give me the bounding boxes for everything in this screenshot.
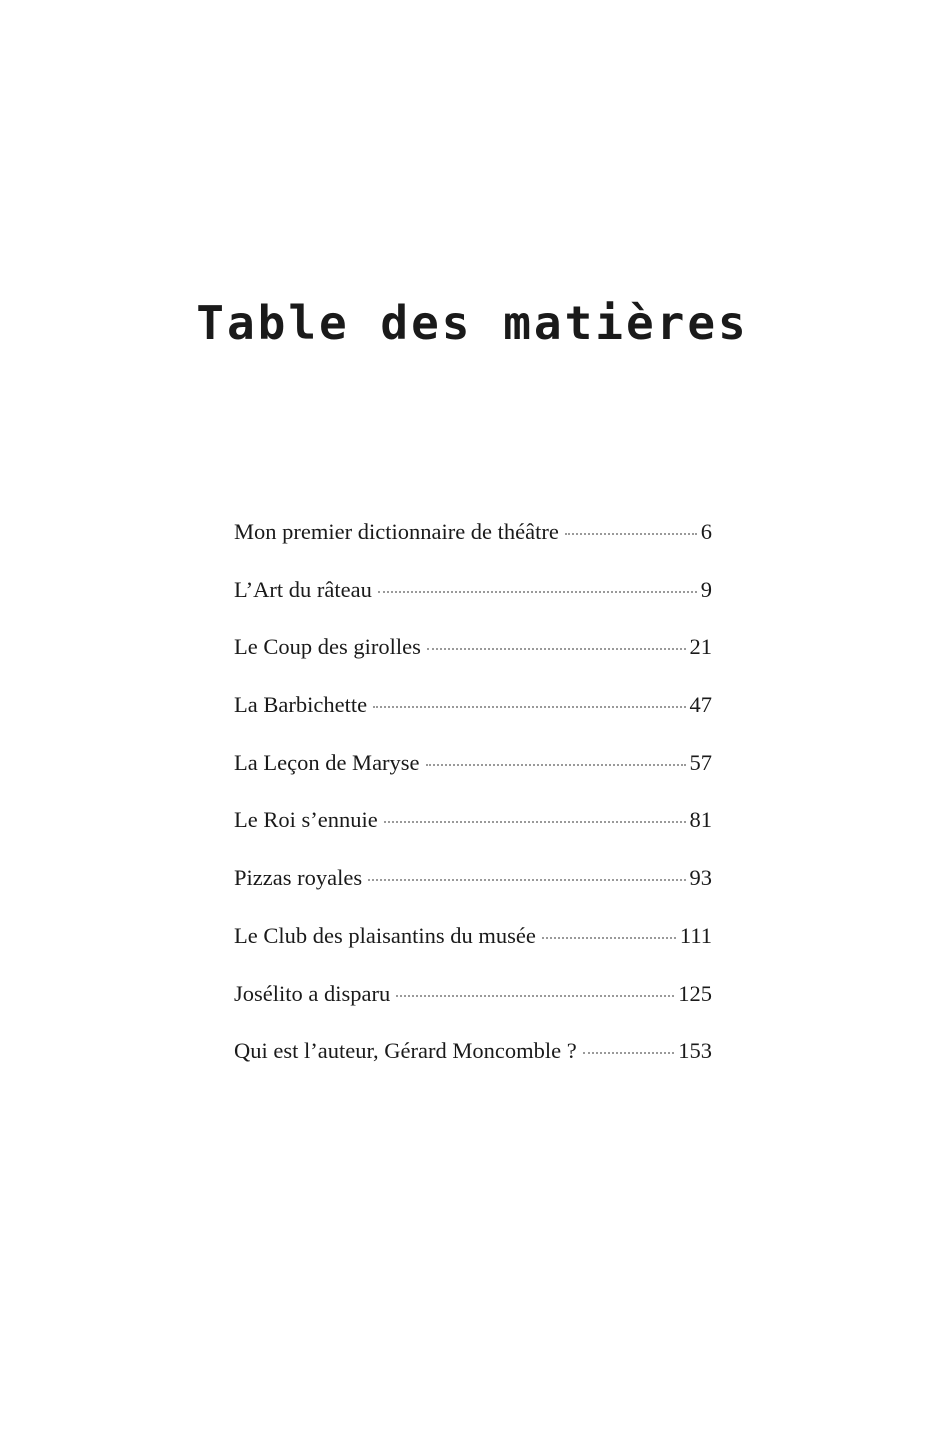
toc-entry-title: Le Coup des girolles	[234, 634, 421, 660]
dot-leader	[542, 936, 676, 939]
toc-entry-title: Le Club des plaisantins du musée	[234, 922, 536, 948]
toc-entry	[234, 685, 712, 743]
dot-leader	[384, 820, 686, 823]
dot-leader	[583, 1051, 675, 1054]
toc-entry-page: 21	[689, 634, 712, 660]
toc-entry-title: Le Roi s’ennuie	[234, 807, 378, 833]
toc-entry-title: Josélito a disparu	[234, 980, 391, 1006]
toc-entry	[234, 743, 712, 801]
toc-entry-title: Pizzas royales	[234, 865, 363, 891]
toc-entry-page: 111	[679, 922, 712, 948]
toc-entry	[234, 512, 712, 570]
table-of-contents	[234, 512, 712, 1089]
toc-entry-page: 6	[700, 519, 712, 544]
toc-entry	[234, 800, 712, 858]
dot-leader	[368, 878, 685, 881]
toc-entry	[234, 570, 712, 628]
toc-entry-page: 57	[689, 749, 712, 775]
dot-leader	[427, 647, 686, 650]
toc-entry	[234, 916, 712, 974]
toc-entry-title: Qui est l’auteur, Gérard Moncomble ?	[234, 1038, 577, 1064]
page-title: Table des matières	[196, 296, 749, 350]
dot-leader	[426, 763, 686, 766]
toc-entry	[234, 1031, 712, 1089]
toc-entry	[234, 858, 712, 916]
dot-leader	[373, 705, 685, 708]
toc-entry-title: La Leçon de Maryse	[234, 749, 420, 775]
toc-entry-page: 153	[678, 1038, 712, 1064]
dot-leader	[378, 590, 697, 593]
toc-entry-page: 81	[689, 807, 712, 833]
dot-leader	[565, 532, 697, 535]
toc-entry-page: 93	[689, 865, 712, 891]
toc-entry-title: Mon premier dictionnaire de théâtre	[234, 519, 559, 544]
toc-entry	[234, 627, 712, 685]
toc-entry-page: 9	[700, 576, 712, 602]
toc-entry-title: La Barbichette	[234, 692, 368, 718]
toc-entry-page: 125	[678, 980, 712, 1006]
dot-leader	[396, 994, 674, 997]
toc-entry-page: 47	[689, 692, 712, 718]
toc-entry	[234, 974, 712, 1032]
toc-entry-title: L’Art du râteau	[234, 576, 372, 602]
